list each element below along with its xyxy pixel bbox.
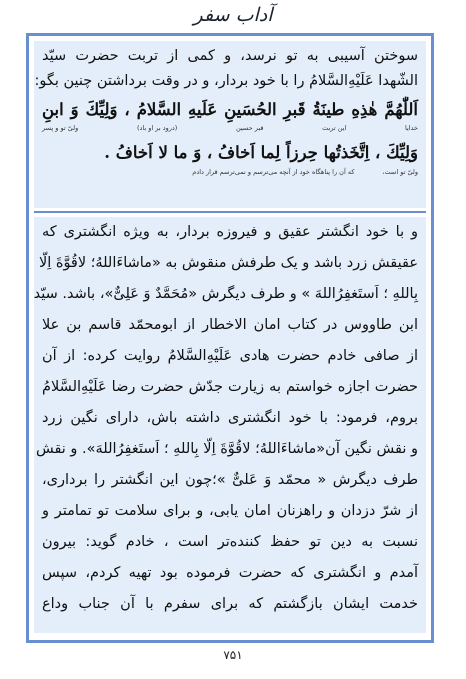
text-line: سوختن آسیبی به تو نرسد، و کمی از تربت حضرت سیّد: [42, 48, 418, 64]
prayer-block: [34, 41, 426, 208]
gloss-word: (درود بر او باد): [136, 124, 178, 132]
text-line: از شرّ دزدان و راهزنان امان یابی، و برای سلامت تو تمامتر و: [42, 503, 418, 519]
gloss-row: [42, 168, 418, 178]
page-number: ۷۵۱: [223, 648, 243, 662]
gloss-word: قبر حسین: [235, 124, 264, 132]
main-text-block: [34, 217, 426, 633]
page-frame: [26, 33, 434, 643]
text-line: و با خود انگشتر عقیق و فیروزه بردار، به ویژه انگشتری که: [42, 224, 418, 240]
gloss-word: خدایا: [404, 124, 418, 132]
text-line: بروم، فرمود: با خود انگشتری داشته باش، دارای نگین زرد: [42, 410, 418, 426]
text-line: الشّهدا عَلَیْهِ‌السَّلامُ را با خود بردار، و در وقت برداشتن چنین بگو:: [34, 73, 418, 89]
text-line: نسبت به دین تو حفظ کننده‌تر است ، خادم گوید: بیرون: [42, 534, 418, 550]
text-line: و نقش نگین آن«ماشاءَاللهُ؛ لاقُوَّةَ اِلّا بِاللهِ ؛ اَستَغفِرُاللهَ». و نقش: [35, 441, 418, 457]
text-line: آمدم و انگشتری که حضرت فرموده بود تهیه کردم، سپس: [42, 565, 418, 581]
text-line: حضرت اجازه خواستم به زیارت جدّش حضرت رضا عَلَیْهِ‌السَّلامُ: [42, 379, 418, 395]
gloss-row: [42, 124, 418, 134]
text-line: طرف دیگرش « محمّد وَ عَلیٌّ »؛چون این انگشتر را برداری،: [42, 472, 418, 488]
gloss-word: که آن را پناهگاه خود از آنچه می‌ترسم و نمی‌ترسم قرار دادم: [192, 168, 355, 176]
arabic-prayer-line: وَلِیِّكَ ، اِتَّخَذتُها حِرزاً لِما اَخافُ ، وَ ما لا اَخافُ .: [104, 143, 418, 162]
section-divider: [34, 211, 426, 213]
gloss-word: این تربت: [322, 124, 347, 132]
arabic-prayer-line: اَللّٰهُمَّ هٰذِهِ طینَةُ قَبرِ الحُسَینِ عَلَیهِ السَّلامُ ، وَلِیِّكَ وَ ابنِ: [42, 100, 418, 119]
page-title: آداب سفر: [193, 4, 273, 26]
text-line: بِاللهِ ؛ اَستَغفِرُاللهَ » و طرف دیگرش «مُحَمَّدٌ وَ عَلِیٌّ»، باشد. سیّد: [33, 286, 418, 302]
text-line: از صافی خادم حضرت هادی عَلَیْهِ‌السَّلامُ روایت کرده: از آن: [42, 348, 418, 364]
text-line: عقیقش زرد باشد و یک طرفش منقوش به «ماشاءَاللهُ؛ لاقُوَّةَ اِلّا: [38, 255, 418, 271]
gloss-word: ولیّ تو و پسر: [42, 124, 79, 132]
gloss-word: ولیّ تو است،: [382, 168, 418, 176]
text-line: خدمت ایشان بازگشتم که برای سفرم با آن جناب وداع: [42, 596, 418, 612]
text-line: ابن طاووس در کتاب امان الاخطار از ابومحمّد قاسم بن علا: [42, 317, 418, 333]
